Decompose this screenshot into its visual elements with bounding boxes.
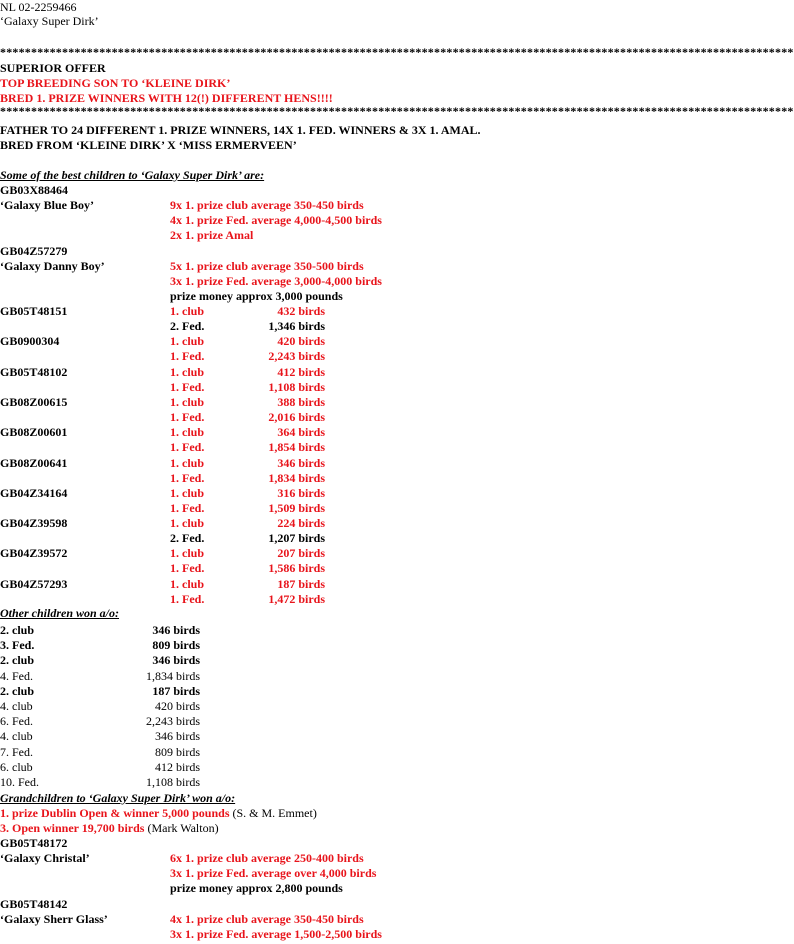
result-ring: GB08Z00601 [0, 425, 68, 440]
result-label-1: 1. club [170, 425, 205, 440]
result-row-secondary [0, 561, 650, 576]
result-count-2: 1,586 birds [268, 561, 325, 576]
dannyboy-ring: GB04Z57279 [0, 244, 68, 258]
result-ring: GB04Z57293 [0, 576, 68, 591]
result-row-secondary [0, 440, 650, 455]
result-label-1: 1. club [170, 364, 205, 379]
dannyboy-result-3: prize money approx 3,000 pounds [170, 289, 343, 303]
other-result-row [0, 729, 200, 744]
grandchild-1-achievement: 1. prize Dublin Open & winner 5,000 pounds [0, 806, 230, 820]
other-result-row [0, 684, 200, 699]
result-label-1: 1. club [170, 576, 205, 591]
result-label-2: 1. Fed. [170, 409, 205, 424]
grandchildren-heading: Grandchildren to ‘Galaxy Super Dirk’ won a/o: [0, 791, 236, 805]
result-count-2: 1,108 birds [268, 379, 325, 394]
other-result-row [0, 623, 200, 638]
result-row-secondary [0, 531, 650, 546]
result-row [0, 304, 650, 319]
result-count-1: 207 birds [277, 546, 325, 561]
other-result-row [0, 653, 200, 668]
other-result-label: 10. Fed. [0, 775, 39, 789]
result-label-2: 2. Fed. [170, 319, 205, 333]
result-count-1: 224 birds [277, 516, 325, 531]
blueboy-result-2: 4x 1. prize Fed. average 4,000-4,500 birds [170, 213, 382, 227]
sherr-name: ‘Galaxy Sherr Glass’ [0, 912, 108, 926]
result-ring: GB04Z34164 [0, 485, 68, 500]
grandchild-2-achievement: 3. Open winner 19,700 birds [0, 821, 145, 835]
other-result-row [0, 745, 200, 760]
blueboy-result-3: 2x 1. prize Amal [170, 228, 254, 242]
christal-name: ‘Galaxy Christal’ [0, 851, 90, 865]
result-count-2: 1,346 birds [268, 319, 325, 333]
best-children-heading: Some of the best children to ‘Galaxy Super Dirk’ are: [0, 168, 265, 182]
star-divider-1: ******************************************************************************************************************************** [0, 45, 794, 59]
result-count-1: 346 birds [277, 455, 325, 470]
result-ring: GB04Z39598 [0, 516, 68, 531]
result-row [0, 365, 650, 380]
result-row [0, 546, 650, 561]
sherr-result-2: 3x 1. prize Fed. average 1,500-2,500 birds [170, 927, 382, 941]
other-result-count: 809 birds [155, 744, 200, 759]
result-row-secondary [0, 319, 650, 334]
result-label-1: 1. club [170, 394, 205, 409]
dannyboy-row-1 [0, 259, 650, 274]
result-label-2: 1. Fed. [170, 379, 205, 394]
other-children-heading: Other children won a/o: [0, 606, 120, 620]
other-result-row [0, 699, 200, 714]
result-label-2: 1. Fed. [170, 561, 205, 576]
other-result-row [0, 714, 200, 729]
sherr-row-1 [0, 912, 650, 927]
other-result-row [0, 775, 200, 790]
result-label-1: 1. club [170, 455, 205, 470]
result-row [0, 334, 650, 349]
offer-subtitle-1: TOP BREEDING SON TO ‘KLEINE DIRK’ [0, 76, 231, 90]
christal-row-1 [0, 851, 650, 866]
other-result-label: 4. Fed. [0, 668, 33, 683]
result-row [0, 425, 650, 440]
other-result-count: 346 birds [152, 623, 200, 637]
grandchild-2-owner: (Mark Walton) [144, 821, 219, 835]
result-row-secondary [0, 471, 650, 486]
result-count-2: 2,016 birds [268, 409, 325, 424]
result-label-1: 1. club [170, 546, 205, 561]
result-row [0, 456, 650, 471]
christal-result-3: prize money approx 2,800 pounds [170, 881, 343, 895]
result-label-2: 1. Fed. [170, 591, 205, 606]
dannyboy-name: ‘Galaxy Danny Boy’ [0, 259, 105, 273]
other-result-label: 4. club [0, 729, 33, 744]
result-label-1: 1. club [170, 304, 205, 318]
other-result-label: 2. club [0, 623, 35, 637]
blueboy-name: ‘Galaxy Blue Boy’ [0, 198, 95, 212]
blueboy-result-1: 9x 1. prize club average 350-450 birds [170, 198, 364, 212]
result-count-1: 364 birds [277, 425, 325, 440]
offer-title: SUPERIOR OFFER [0, 61, 106, 75]
bred-line: BRED FROM ‘KLEINE DIRK’ X ‘MISS ERMERVEEN’ [0, 138, 297, 152]
sherr-ring: GB05T48142 [0, 897, 68, 911]
result-count-1: 420 birds [277, 334, 325, 349]
pigeon-name: ‘Galaxy Super Dirk’ [0, 14, 99, 28]
star-divider-2: ******************************************************************************************************************************** [0, 104, 794, 118]
other-result-label: 4. club [0, 699, 33, 713]
result-count-2: 2,243 birds [268, 349, 325, 364]
blueboy-ring: GB03X88464 [0, 183, 69, 197]
result-label-2: 1. Fed. [170, 440, 205, 455]
result-count-1: 412 birds [277, 364, 325, 379]
result-count-2: 1,207 birds [268, 531, 325, 546]
result-ring: GB05T48102 [0, 364, 68, 379]
dannyboy-result-2: 3x 1. prize Fed. average 3,000-4,000 birds [170, 274, 382, 288]
other-result-count: 412 birds [155, 759, 200, 774]
result-count-1: 432 birds [277, 304, 325, 318]
result-row-secondary [0, 592, 650, 607]
other-result-count: 420 birds [155, 699, 200, 713]
other-result-count: 2,243 birds [146, 714, 200, 729]
result-row [0, 577, 650, 592]
result-ring: GB05T48151 [0, 304, 68, 318]
result-label-1: 1. club [170, 334, 205, 349]
other-result-row [0, 638, 200, 653]
result-row-secondary [0, 349, 650, 364]
other-result-row [0, 669, 200, 684]
other-result-count: 346 birds [155, 729, 200, 744]
ring-number: NL 02-2259466 [0, 0, 77, 14]
other-result-label: 2. club [0, 653, 35, 668]
result-count-2: 1,509 birds [268, 500, 325, 515]
result-ring: GB08Z00641 [0, 455, 68, 470]
result-count-1: 187 birds [277, 576, 325, 591]
blueboy-row-1 [0, 198, 650, 213]
other-result-label: 6. club [0, 759, 33, 774]
result-row [0, 486, 650, 501]
other-result-count: 809 birds [152, 638, 200, 653]
offer-subtitle-2: BRED 1. PRIZE WINNERS WITH 12(!) DIFFERENT HENS!!!! [0, 91, 333, 105]
result-label-1: 1. club [170, 516, 205, 531]
sherr-result-1: 4x 1. prize club average 350-450 birds [170, 912, 364, 926]
result-count-2: 1,472 birds [268, 591, 325, 606]
grandchild-result-2 [0, 821, 219, 836]
other-result-label: 7. Fed. [0, 744, 33, 759]
result-count-2: 1,834 birds [268, 470, 325, 485]
grandchild-result-1 [0, 806, 317, 821]
other-result-count: 1,108 birds [146, 775, 200, 789]
result-label-2: 2. Fed. [170, 531, 205, 546]
result-count-1: 388 birds [277, 394, 325, 409]
result-row-secondary [0, 501, 650, 516]
other-result-label: 2. club [0, 683, 35, 698]
christal-ring: GB05T48172 [0, 836, 68, 850]
result-label-2: 1. Fed. [170, 500, 205, 515]
dannyboy-result-1: 5x 1. prize club average 350-500 birds [170, 259, 364, 273]
other-result-count: 1,834 birds [146, 668, 200, 683]
father-line: FATHER TO 24 DIFFERENT 1. PRIZE WINNERS, 14X 1. FED. WINNERS & 3X 1. AMAL. [0, 123, 481, 137]
result-label-1: 1. club [170, 485, 205, 500]
other-result-row [0, 760, 200, 775]
result-count-1: 316 birds [277, 485, 325, 500]
other-result-count: 187 birds [152, 683, 200, 698]
christal-result-2: 3x 1. prize Fed. average over 4,000 birds [170, 866, 377, 880]
result-row [0, 516, 650, 531]
result-ring: GB0900304 [0, 334, 60, 349]
result-label-2: 1. Fed. [170, 470, 205, 485]
result-row [0, 395, 650, 410]
result-count-2: 1,854 birds [268, 440, 325, 455]
result-row-secondary [0, 410, 650, 425]
other-result-count: 346 birds [152, 653, 200, 668]
result-ring: GB08Z00615 [0, 394, 68, 409]
other-result-label: 3. Fed. [0, 638, 35, 653]
christal-result-1: 6x 1. prize club average 250-400 birds [170, 851, 364, 865]
grandchild-1-owner: (S. & M. Emmet) [229, 806, 317, 820]
other-result-label: 6. Fed. [0, 714, 33, 729]
result-row-secondary [0, 380, 650, 395]
result-ring: GB04Z39572 [0, 546, 68, 561]
result-label-2: 1. Fed. [170, 349, 205, 364]
